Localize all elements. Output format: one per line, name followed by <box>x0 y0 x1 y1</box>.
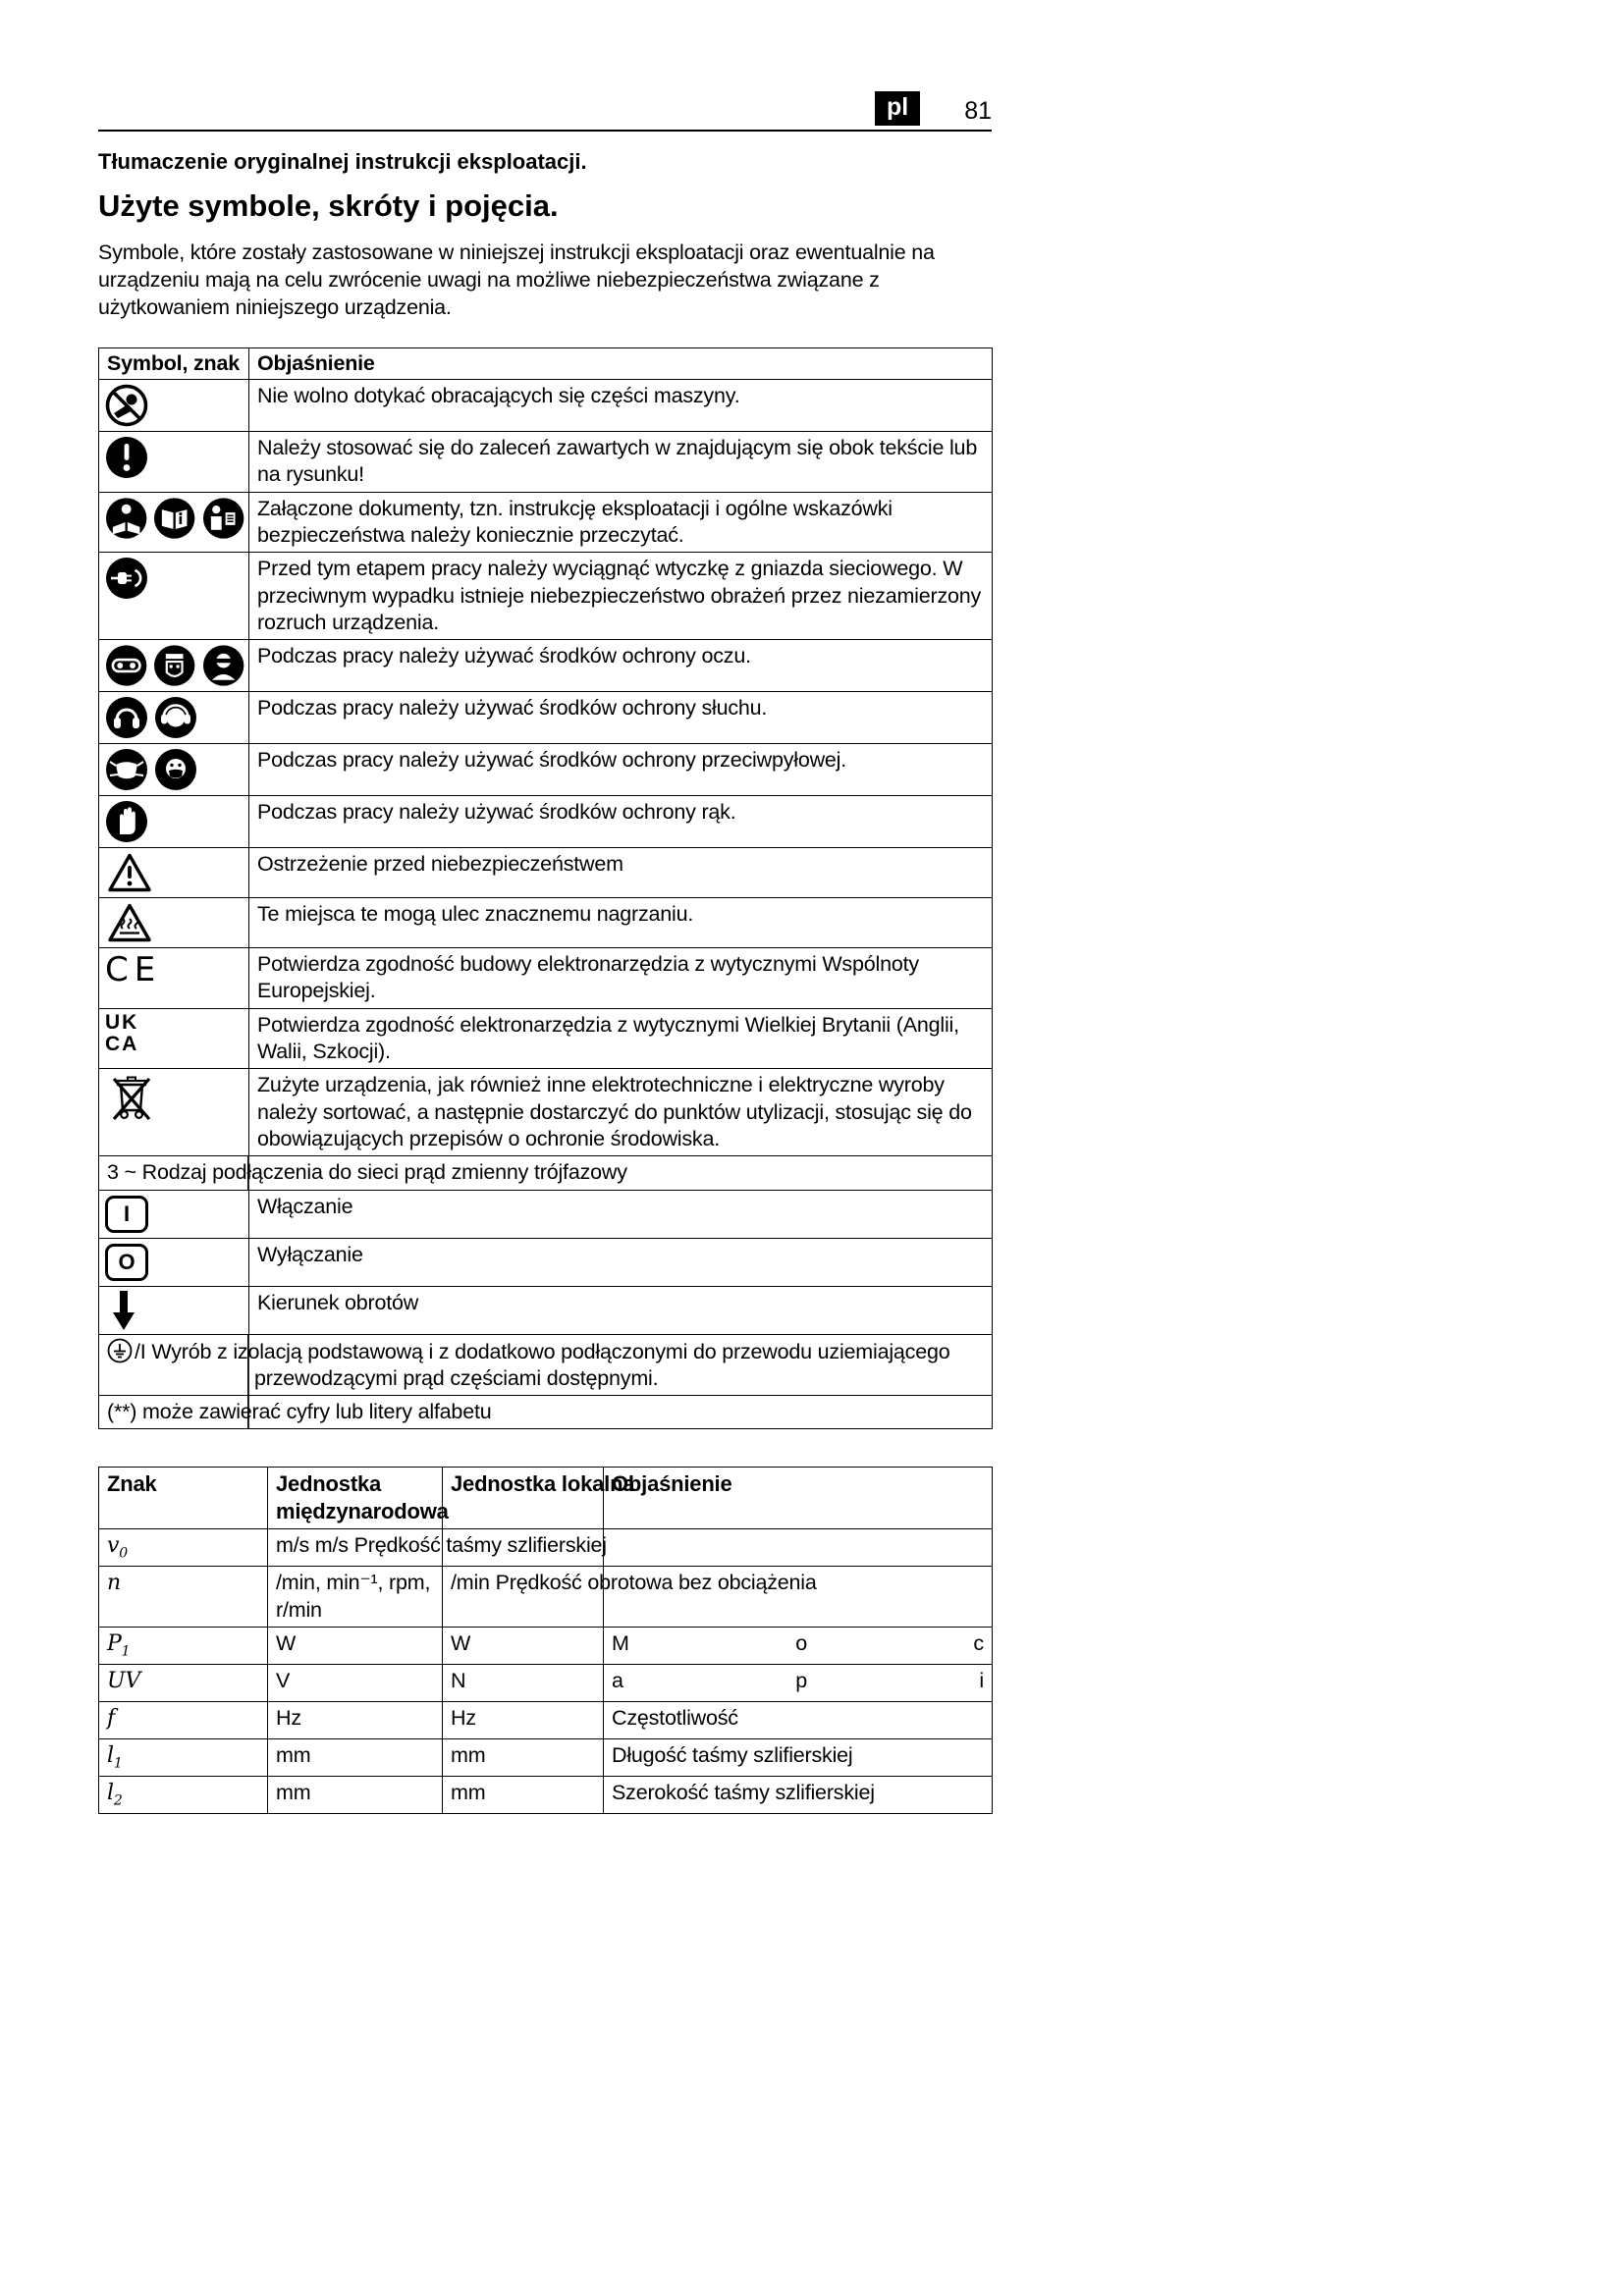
unit-intl: V <box>268 1665 443 1702</box>
unit-explanation <box>604 1529 993 1567</box>
symbol-explanation: Podczas pracy należy używać środków ochrony oczu. <box>249 640 993 692</box>
symbol-explanation: Podczas pracy należy używać środków ochrony przeciwpyłowej. <box>249 744 993 796</box>
table-row <box>99 1529 993 1567</box>
units-header-intl: Jednostka międzynarodowa <box>268 1468 443 1529</box>
table-row <box>99 553 993 640</box>
table-row <box>99 1238 993 1286</box>
table-row <box>99 640 993 692</box>
table-row <box>99 1190 993 1238</box>
unit-local: /min Prędkość obrotowa bez obciążenia <box>443 1567 604 1628</box>
table-row <box>99 1156 993 1190</box>
symbol-explanation: Ostrzeżenie przed niebezpieczeństwem <box>249 848 993 898</box>
units-header-sign: Znak <box>99 1468 268 1529</box>
unit-explanation: Długość taśmy szlifierskiej <box>604 1739 993 1777</box>
three-phase-note: 3 ~ Rodzaj podłączenia do sieci prąd zmienny trójfazowy <box>99 1156 993 1190</box>
table-header-row <box>99 1468 993 1529</box>
unit-intl: mm <box>268 1777 443 1814</box>
table-row <box>99 492 993 553</box>
switch-on-icon: I <box>105 1196 148 1233</box>
pull-mains-plug-icon <box>105 557 148 600</box>
unit-intl: /min, min⁻¹, rpm, r/min <box>268 1567 443 1628</box>
table-row <box>99 1739 993 1777</box>
table-row <box>99 1008 993 1069</box>
table-row <box>99 848 993 898</box>
table-row <box>99 1396 993 1429</box>
symbol-explanation: Wyłączanie <box>249 1238 993 1286</box>
symbol-explanation: Należy stosować się do zaleceń zawartych w znajdującym się obok tekście lub na rysunku! <box>249 432 993 493</box>
unit-explanation: M o c <box>604 1627 993 1664</box>
unit-sign: $P_1$ <box>99 1627 268 1664</box>
insulation-note <box>99 1334 993 1396</box>
table-row <box>99 948 993 1009</box>
unit-intl: Hz <box>268 1702 443 1739</box>
table-row <box>99 432 993 493</box>
unit-sign: $l_2$ <box>99 1777 268 1814</box>
units-table <box>98 1467 993 1814</box>
unit-sign: $l_1$ <box>99 1739 268 1777</box>
unit-explanation: Szerokość taśmy szlifierskiej <box>604 1777 993 1814</box>
unit-local: mm <box>443 1777 604 1814</box>
no-touch-rotating-parts-icon <box>105 384 148 427</box>
symbol-explanation: Kierunek obrotów <box>249 1286 993 1334</box>
asterisk-note: (**) może zawierać cyfry lub litery alfabetu <box>99 1396 993 1429</box>
table-row <box>99 1334 993 1396</box>
table-header-row <box>99 347 993 379</box>
page-title: Użyte symbole, skróty i pojęcia. <box>98 188 559 223</box>
symbols-header-explanation: Objaśnienie <box>249 347 993 379</box>
unit-sign: $v_0$ <box>99 1529 268 1567</box>
symbol-explanation: Te miejsca te mogą ulec znacznemu nagrzaniu. <box>249 898 993 948</box>
hot-surface-icon <box>107 902 152 943</box>
table-row <box>99 1702 993 1739</box>
ce-mark: CE <box>105 950 162 990</box>
unit-sign: n <box>99 1567 268 1628</box>
protective-glove-icon <box>105 800 148 843</box>
translation-note: Tłumaczenie oryginalnej instrukcji eksploatacji. <box>98 149 587 174</box>
face-shield-icon <box>153 644 195 687</box>
table-row <box>99 898 993 948</box>
ear-protection-icon <box>105 696 148 739</box>
symbols-header-symbol: Symbol, znak <box>99 347 249 379</box>
ukca-mark: UK CA <box>105 1010 139 1056</box>
unit-local: N <box>443 1665 604 1702</box>
safety-goggles-icon <box>105 644 147 687</box>
page-number: 81 <box>964 97 992 125</box>
symbol-explanation: Zużyte urządzenia, jak również inne elektrotechniczne i elektryczne wyroby należy sortować, a następnie dostarczyć do punktów utylizacji, stosując się do obowiązujących przepisów o ochronie środowiska. <box>249 1069 993 1156</box>
dust-mask-icon <box>105 748 148 791</box>
unit-explanation: a p i <box>604 1665 993 1702</box>
safety-glasses-icon <box>202 644 244 687</box>
table-row <box>99 796 993 848</box>
dust-mask-person-icon <box>154 748 197 791</box>
symbol-explanation: Potwierdza zgodność budowy elektronarzędzia z wytycznymi Wspólnoty Europejskiej. <box>249 948 993 1009</box>
unit-intl: W <box>268 1627 443 1664</box>
rotation-direction-arrow-icon <box>111 1291 136 1330</box>
table-row <box>99 1627 993 1664</box>
table-row <box>99 380 993 432</box>
language-badge: pl <box>875 91 920 126</box>
operator-reading-icon <box>202 497 244 540</box>
table-row <box>99 1777 993 1814</box>
unit-intl: mm <box>268 1739 443 1777</box>
read-documents-icon <box>105 497 147 540</box>
units-header-explanation: Objaśnienie <box>604 1468 993 1529</box>
symbol-explanation: Podczas pracy należy używać środków ochrony rąk. <box>249 796 993 848</box>
unit-local: W <box>443 1627 604 1664</box>
switch-off-icon: O <box>105 1244 148 1281</box>
table-row <box>99 692 993 744</box>
ear-muffs-person-icon <box>154 696 197 739</box>
intro-paragraph: Symbole, które zostały zastosowane w niniejszej instrukcji eksploatacji oraz ewentualnie na urządzeniu mają na celu zwrócenie uwagi na możliwe niebezpieczeństwa związane z użytkowaniem niniejszego urządzenia. <box>98 240 935 319</box>
page-content <box>98 0 992 1814</box>
table-row <box>99 744 993 796</box>
unit-sign: UV <box>99 1665 268 1702</box>
weee-crossed-bin-icon <box>107 1073 156 1124</box>
symbol-explanation: Podczas pracy należy używać środków ochrony słuchu. <box>249 692 993 744</box>
protective-earth-icon <box>107 1338 133 1363</box>
unit-local: mm <box>443 1739 604 1777</box>
attention-exclamation-icon <box>105 436 148 479</box>
table-row <box>99 1567 993 1628</box>
unit-sign: f <box>99 1702 268 1739</box>
table-row <box>99 1665 993 1702</box>
instruction-manual-icon <box>153 497 195 540</box>
warning-triangle-icon <box>107 852 152 893</box>
table-row <box>99 1069 993 1156</box>
symbol-explanation: Potwierdza zgodność elektronarzędzia z wytycznymi Wielkiej Brytanii (Anglii, Walii, Szkocji). <box>249 1008 993 1069</box>
symbol-explanation: Nie wolno dotykać obracających się części maszyny. <box>249 380 993 432</box>
page-header <box>98 91 992 132</box>
unit-intl: m/s m/s Prędkość taśmy szlifierskiej <box>268 1529 443 1567</box>
symbols-table <box>98 347 993 1430</box>
table-row <box>99 1286 993 1334</box>
symbol-explanation: Przed tym etapem pracy należy wyciągnąć wtyczkę z gniazda sieciowego. W przeciwnym wypadku istnieje niebezpieczeństwo obrażeń przez niezamierzony rozruch urządzenia. <box>249 553 993 640</box>
unit-local: Hz <box>443 1702 604 1739</box>
units-header-local: Jednostka lokalna <box>443 1468 604 1529</box>
unit-explanation: Częstotliwość <box>604 1702 993 1739</box>
insulation-note-text: /I Wyrób z izolacją podstawową i z dodatkowo podłączonymi do przewodu uziemiającego przewodzącymi prąd częściami dostępnymi. <box>135 1339 950 1390</box>
symbol-explanation: Włączanie <box>249 1190 993 1238</box>
symbol-explanation: Załączone dokumenty, tzn. instrukcję eksploatacji i ogólne wskazówki bezpieczeństwa należy koniecznie przeczytać. <box>249 492 993 553</box>
